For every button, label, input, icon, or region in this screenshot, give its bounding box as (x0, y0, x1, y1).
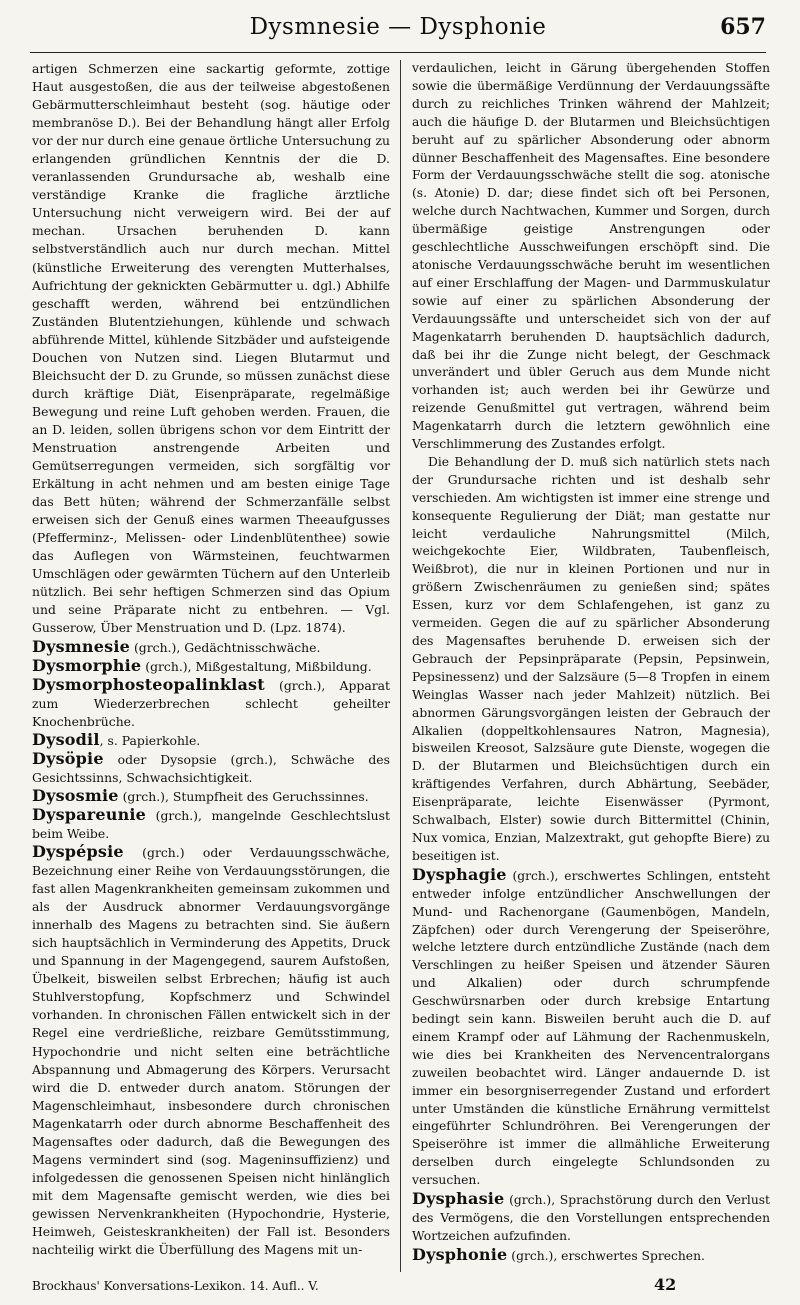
page-footer (32, 1275, 766, 1301)
entry-text: oder Dysopsie (grch.), Schwäche des Gesichtssinns, Schwachsichtigkeit. (32, 751, 390, 785)
entry-text: (grch.), erschwertes Schlingen, entsteht entweder infolge entzündlicher Anschwellungen der Mund- und Rachenorgane (Gaumenbögen, Mandeln, Zäpfchen) oder durch Verengerung der Speiseröhre, welche letztere durch entzündliche Zustände (nach dem Verschlingen zu heißer Speisen und ätzender Säuren und Alkalien) oder durch schrumpfende Geschwürsnarben oder durch krebsige Entartung bedingt sein kann. Bisweilen beruht auch die D. auf einem Krampf oder auf Lähmung der Rachenmuskeln, wie dies bei Krankheiten des Nervencentralorgans zuweilen beobachtet wird. Länger andauernde D. ist immer ein besorgniserregender Zustand und erfordert unter Umständen die künstliche Ernährung vermittelst eingeführter Schlundröhren. Bei Verengerungen der Speiseröhre ist immer die allmähliche Erweiterung derselben durch eingelegte Schlundsonden zu versuchen. (412, 868, 770, 1188)
entry-text: (grch.), Gedächtnisschwäche. (130, 639, 321, 655)
entry-text: (grch.), erschwertes Sprechen. (507, 1248, 705, 1263)
headword: Dysöpie (32, 748, 104, 768)
headword: Dyspareunie (32, 804, 147, 824)
column-divider (400, 60, 401, 1272)
entry-dysmnesie (32, 638, 390, 657)
page-header (30, 8, 766, 53)
headword: Dysosmie (32, 785, 119, 805)
treatment-paragraph: Die Behandlung der D. muß sich natürlich stets nach der Grundursache richten und ist deshalb sehr verschieden. Am wichtigsten ist immer eine strenge und konsequente Regulierung der Diät; man gestatte nur leicht verdauliche Nahrungsmittel (Milch, weichgekochte Eier, Wildbraten, Taubenfleisch, Weißbrot), die nur in kleinen Portionen und nur in größern Zwischenräumen zu genießen sind; spätes Essen, kurz vor dem Schlafengehen, ist ganz zu vermeiden. Gegen die auf zu spärlicher Absonderung des Magensaftes beruhende D. erweisen sich der Gebrauch der Pepsinpräparate (Pepsin, Pepsinwein, Pepsinessenz) und der Salzsäure (5—8 Tropfen in einem Weinglas Wasser nach jeder Mahlzeit) nützlich. Bei abnormen Gärungsvorgängen leisten der Gebrauch der Alkalien (doppeltkohlensaures Natron, Magnesia), bisweilen Kreosot, Salzsäure gute Dienste, wogegen die D. der Blutarmen und Bleichsüchtigen durch ein kräftigendes Verfahren, durch Abhärtung, Seebäder, Eisenpräparate, leichte Eisenwässer (Pyrmont, Schwalbach, Elster) sowie durch Bittermittel (Chinin, Nux vomica, Enzian, Malzextrakt, gut gehopfte Biere) zu beseitigen ist. (412, 454, 770, 863)
entry-dysmorphosteopalinklast (32, 676, 390, 731)
entry-dyspepsie (32, 843, 390, 1259)
headword: Dyspépsie (32, 842, 124, 862)
entry-text: (grch.) oder Verdauungsschwäche, Bezeichnung einer Reihe von Verdauungsstörungen, die fast allen Magenkrankheiten gemeinsam zukommen und als der Ausdruck abnormer Verdauungsvorgänge innerhalb des Magens zu betrachten sind. Sie äußern sich hauptsächlich in Verminderung des Appetits, Druck und Spannung in der Magengegend, saurem Aufstoßen, Übelkeit, bisweilen selbst Erbrechen; häufig ist auch Stuhlverstopfung, Kopfschmerz und Schwindel vorhanden. In chronischen Fällen entwickelt sich in der Regel eine verdrießliche, reizbare Gemütsstimmung, Hypochondrie und nicht selten eine beträchtliche Abspannung und Abmagerung des Körpers. Verursacht wird die D. entweder durch anatom. Störungen der Magenschleimhaut, insbesondere durch chronischen Magenkatarrh oder durch abnorme Beschaffenheit des Magensaftes oder dadurch, daß die Bewegungen des Magens vermindert sind (sog. Mageninsuffizienz) und infolgedessen die genossenen Speisen nicht hinlänglich mit dem Magensafte gemischt werden, wie dies bei gewissen Nervenkrankheiten (Hypochondrie, Hysterie, Heimweh, Geisteskrankheiten) der Fall ist. Besonders nachteilig wirkt die Überfüllung des Magens mit un- (32, 845, 390, 1258)
right-column (412, 60, 770, 1266)
continued-paragraph: verdaulichen, leicht in Gärung übergehenden Stoffen sowie die übermäßige Verdünnung der Verdauungssäfte durch zu reichliches Trinken während der Mahlzeit; auch die häufige D. der Blutarmen und Bleichsüchtigen beruht auf zu spärlicher Absonderung oder abnorm dünner Beschaffenheit des Magensaftes. Eine besondere Form der Verdauungsschwäche stellt die sog. atonische (s. Atonie) D. dar; diese findet sich oft bei Personen, welche durch Nachtwachen, Kummer und Sorgen, durch übermäßige geistige Anstrengungen oder geschlechtliche Ausschweifungen erschöpft sind. Die atonische Verdauungsschwäche beruht im wesentlichen auf einer Erschlaffung der Magen- und Darmmuskulatur sowie auf einer zu spärlichen Absonderung der Verdauungssäfte und unterscheidet sich von der auf Magenkatarrh beruhenden D. hauptsächlich dadurch, daß bei ihr die Zunge nicht belegt, der Geschmack unverändert und übler Geruch aus dem Munde nicht vorhanden ist; auch werden bei ihr Gewürze und reizende Genußmittel gut vertragen, während beim Magenkatarrh durch die letztern gewöhnlich eine Verschlimmerung des Zustandes erfolgt. (412, 61, 770, 452)
signature-mark: 42 (654, 1275, 677, 1294)
entry-dyspareunie (32, 806, 390, 843)
headword: Dysphonie (412, 1244, 508, 1264)
entry-text: (grch.), Apparat zum Wiederzerbrechen schlecht geheilter Knochenbrüche. (32, 677, 390, 729)
entry-dysphasie (412, 1190, 770, 1246)
left-column (32, 60, 390, 1259)
headword: Dysphasie (412, 1189, 505, 1209)
entry-dysosmie (32, 787, 390, 806)
entry-dysphonie (412, 1246, 770, 1266)
headword: Dysmnesie (32, 636, 130, 656)
entry-text: (grch.), mangelnde Geschlechtslust beim Weibe. (32, 807, 390, 841)
imprint-line: Brockhaus' Konversations-Lexikon. 14. Aufl.. V. (32, 1279, 319, 1293)
headword: Dysmorphosteopalinklast (32, 674, 265, 694)
entry-text: (grch.), Mißgestaltung, Mißbildung. (141, 658, 372, 674)
entry-text: (grch.), Sprachstörung durch den Verlust des Vermögens, die den Vorstellungen entsprechenden Wortzeichen aufzufinden. (412, 1193, 770, 1243)
entry-dysphagie (412, 866, 770, 1190)
entry-text: , s. Papierkohle. (99, 732, 201, 748)
entry-dysmorphie (32, 657, 390, 676)
running-head: Dysmnesie — Dysphonie (249, 14, 547, 40)
headword: Dysodil (32, 729, 100, 749)
page-number: 657 (720, 14, 766, 40)
entry-dysopie (32, 750, 390, 787)
continued-paragraph: artigen Schmerzen eine sackartig geformte, zottige Haut ausgestoßen, die aus der teilweise abgestoßenen Gebärmutterschleimhaut besteht (sog. häutige oder membranöse D.). Bei der Behandlung hängt aller Erfolg vor der nur durch eine genaue örtliche Untersuchung zu erlangenden gründlichen Kenntnis der die D. veranlassenden Grundursache ab, weshalb eine verständige Kranke die fragliche ärztliche Untersuchung nicht verweigern wird. Bei der auf mechan. Ursachen beruhenden D. kann selbstverständlich auch nur durch mechan. Mittel (künstliche Erweiterung des verengten Mutterhalses, Aufrichtung der geknickten Gebärmutter u. dgl.) Abhilfe geschafft werden, während bei entzündlichen Zuständen Blutentziehungen, kühlende und schwach abführende Mittel, kühlende Sitzbäder und aufsteigende Douchen von Nutzen sind. Liegen Blutarmut und Bleichsucht der D. zu Grunde, so müssen zunächst diese durch kräftige Diät, Eisenpräparate, regelmäßige Bewegung und reine Luft gehoben werden. Frauen, die an D. leiden, sollen übrigens schon vor dem Eintritt der Menstruation anstrengende Arbeiten und Gemütserregungen vermeiden, sich sorgfältig vor Erkältung in acht nehmen und am besten einige Tage das Bett hüten; während der Schmerzanfälle selbst erweisen sich der Genuß eines warmen Theeaufgusses (Pfefferminz-, Melissen- oder Lindenblütenthee) sowie das Auflegen von Wärmsteinen, feuchtwarmen Umschlägen oder gewärmten Tüchern auf den Unterleib nützlich. Bei sehr heftigen Schmerzen sind das Opium und seine Präparate nicht zu entbehren. — Vgl. Gusserow, Über Menstruation und D. (Lpz. 1874). (32, 61, 390, 636)
entry-dysodil (32, 731, 390, 750)
headword: Dysphagie (412, 864, 507, 884)
headword: Dysmorphie (32, 655, 142, 675)
entry-text: (grch.), Stumpfheit des Geruchssinnes. (118, 788, 369, 804)
